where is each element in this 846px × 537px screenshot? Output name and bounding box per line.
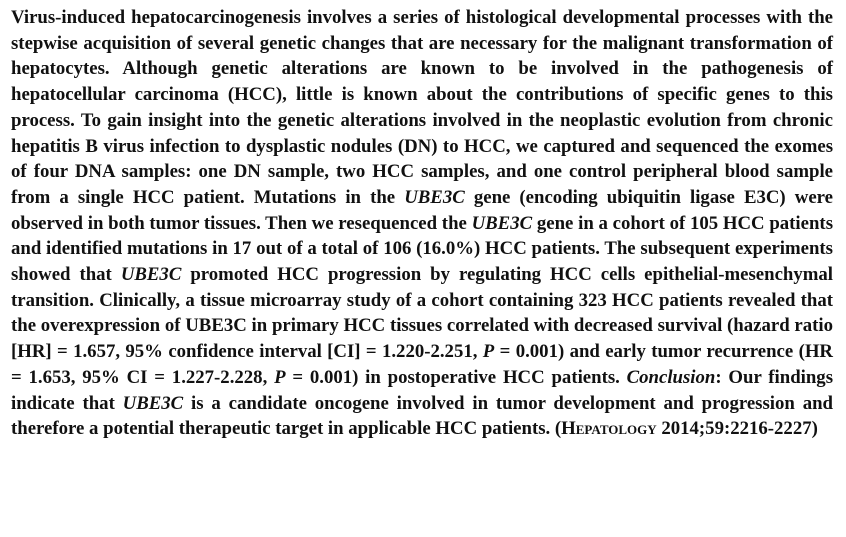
citation-details: 2014;59:2216-2227) (656, 418, 818, 440)
abstract-text-3: gene in a cohort of 105 HCC patients and identified mutations in 17 out of a total of 106 (16.0%) HCC patients. The subsequent experiments showed that (11, 212, 833, 286)
gene-name-ube3c: UBE3C (404, 186, 465, 208)
abstract-text-7: : Our findings indicate that (11, 366, 834, 414)
abstract-text-1: Virus-induced hepatocarcinogenesis involves a series of histological developmental processes with the stepwise acquisition of several genetic changes that are necessary for the malignant transformation of hepatocytes. Although genetic alterations are known to be involved in the pathogenesis of hepatocellular carcinoma (HCC), little is known about the contributions of specific genes to this process. To gain insight into the genetic alterations involved in the neoplastic evolution from chronic hepatitis B virus infection to dysplastic nodules (DN) to HCC, we captured and sequenced the exomes of four DNA samples: one DN sample, two HCC samples, and one control peripheral blood sample from a single HCC patient. Mutations in the (11, 7, 833, 208)
gene-name-ube3c: UBE3C (471, 212, 533, 234)
conclusion-label: Conclusion (626, 366, 716, 388)
abstract-text-8: is a candidate oncogene involved in tumor development and progression and therefore a potential therapeutic target in applicable HCC patients. ( (11, 392, 833, 440)
abstract-text-5: = 0.001) and early tumor recurrence (HR = 1.653, 95% CI = 1.227-2.228, (11, 341, 834, 388)
gene-name-ube3c: UBE3C (122, 392, 184, 414)
abstract-text-2: gene (encoding ubiquitin ligase E3C) were observed in both tumor tissues. Then we resequenced the (11, 186, 833, 234)
p-value-symbol: P (482, 341, 495, 363)
abstract-text-4: promoted HCC progression by regulating HCC cells epithelial-mesenchymal transition. Clinically, a tissue microarray study of a cohort containing 323 HCC patients revealed that the overexpression of UBE3C in primary HCC tissues correlated with decreased survival (hazard ratio [HR] = 1.657, 95% confidence interval [CI] = 1.220-2.251, (11, 264, 833, 363)
abstract-text-6: = 0.001) in postoperative HCC patients. (285, 366, 627, 388)
abstract-paragraph (11, 5, 833, 442)
p-value-symbol: P (274, 366, 286, 388)
gene-name-ube3c: UBE3C (120, 264, 182, 286)
journal-name: Hepatology (561, 418, 657, 440)
